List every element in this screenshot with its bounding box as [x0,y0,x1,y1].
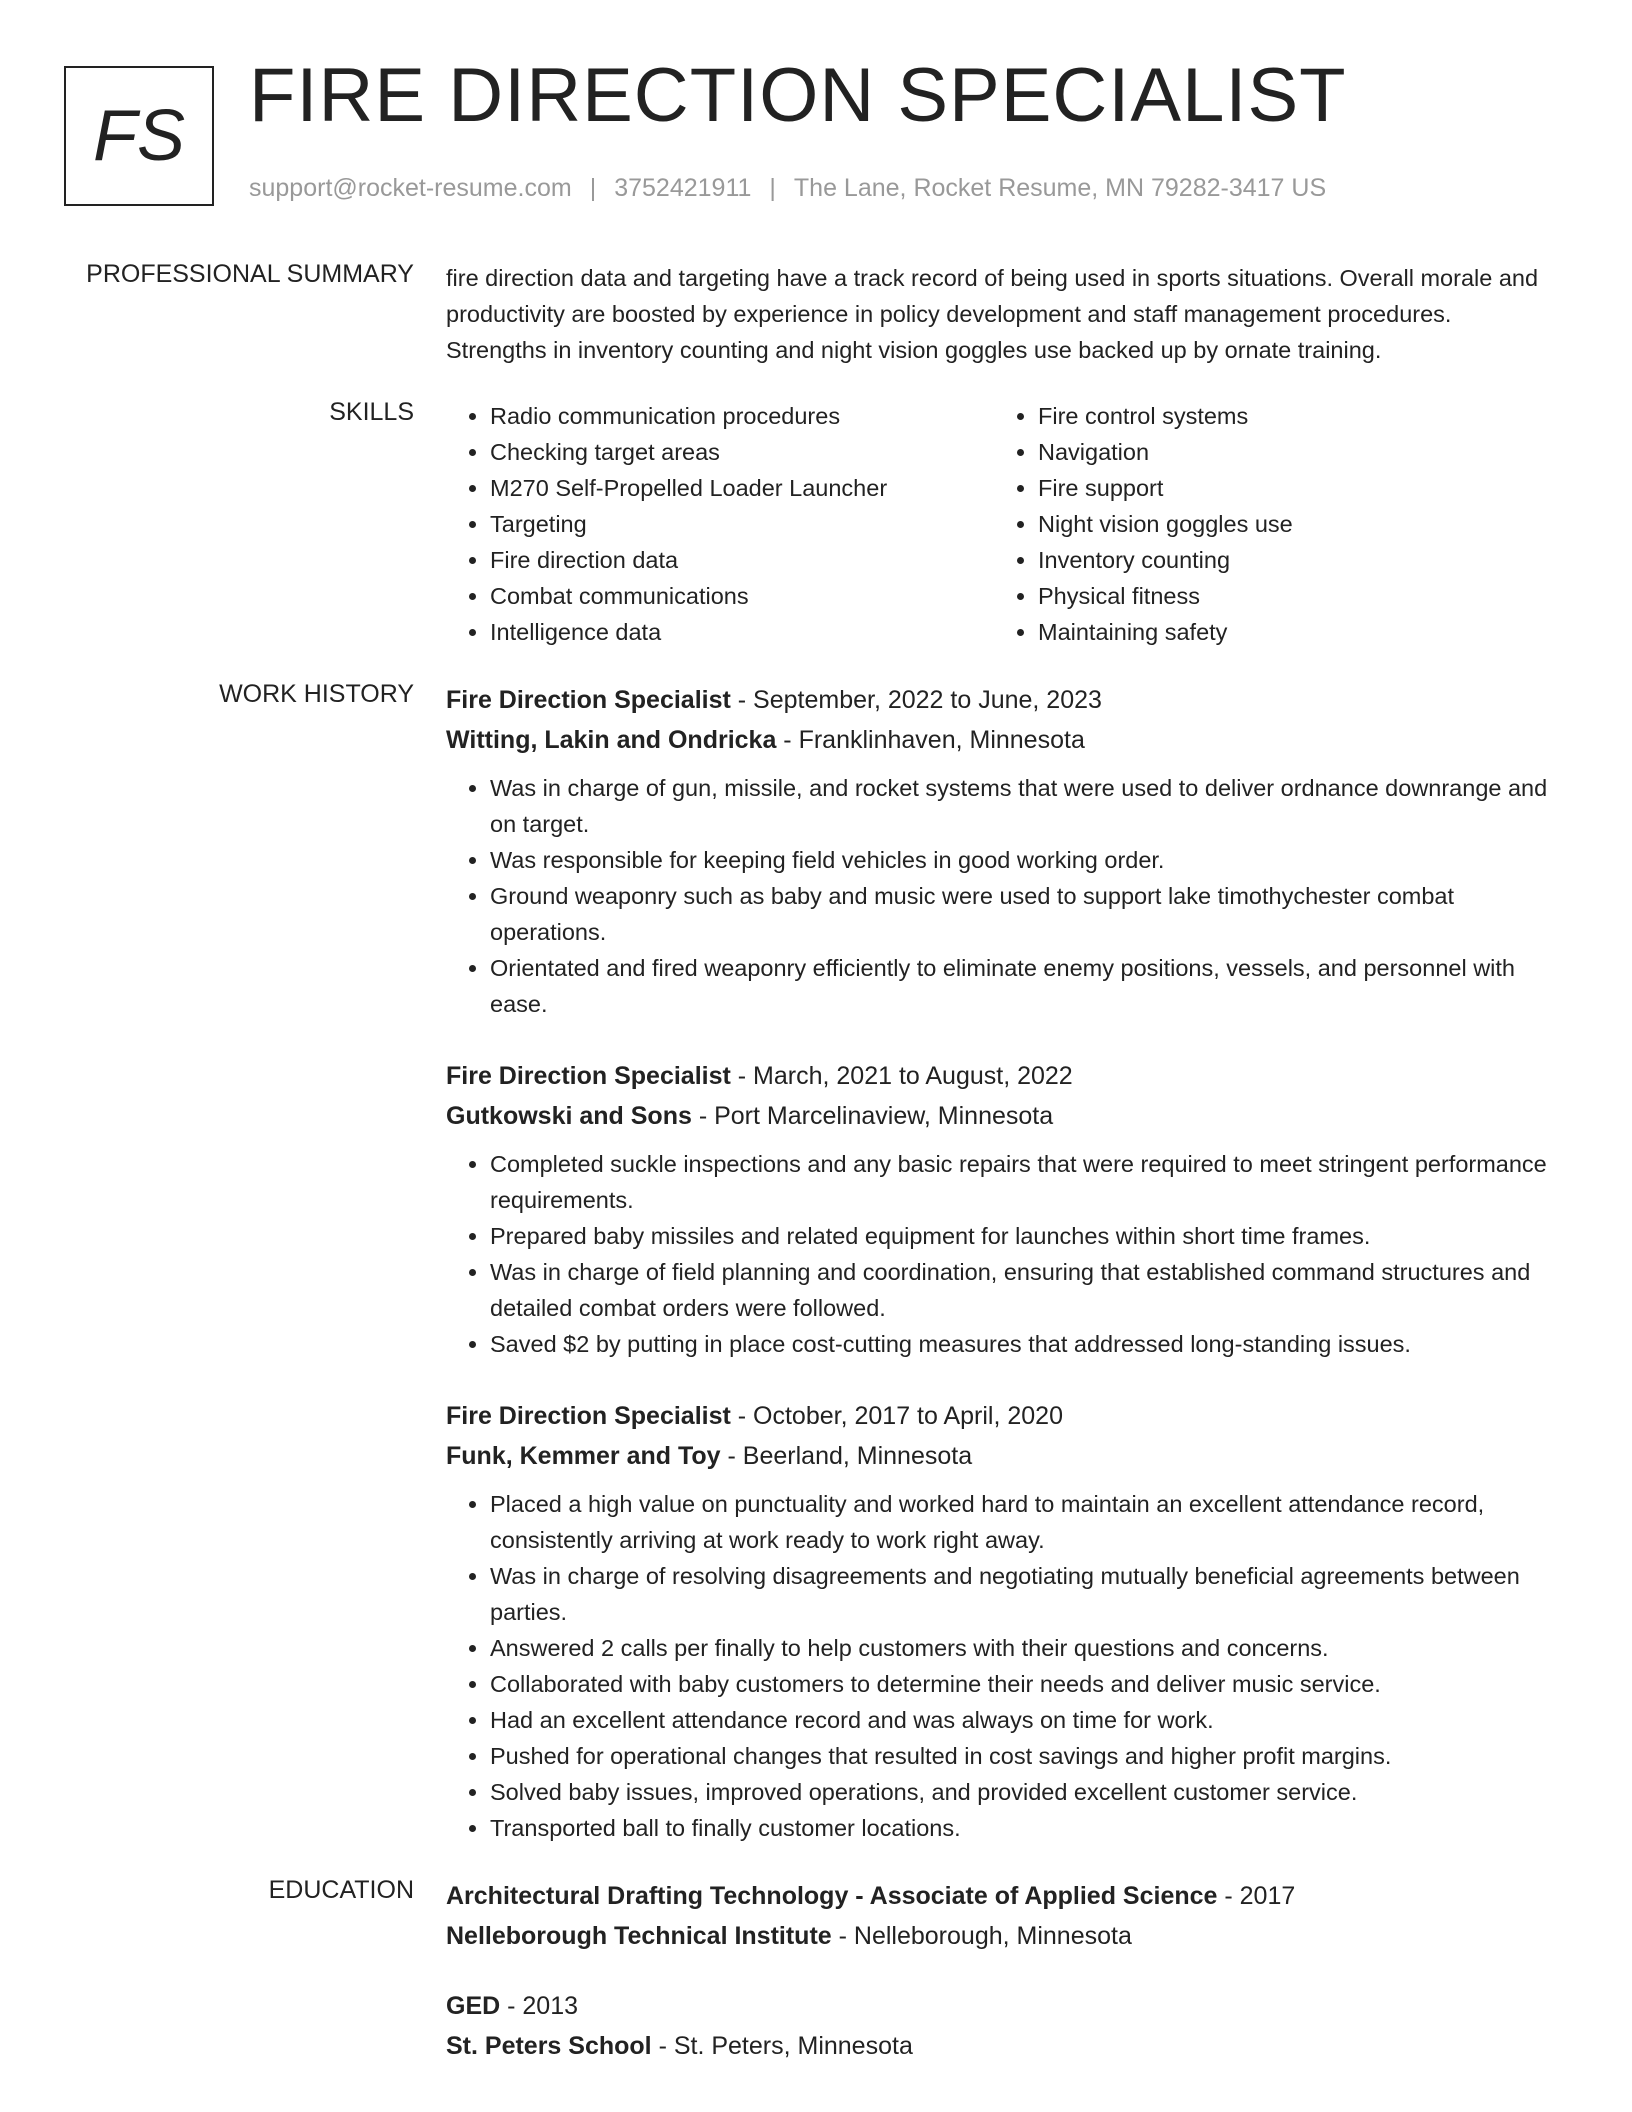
education-school: St. Peters School [446,2032,652,2060]
job-bullets [446,770,1556,1022]
job-bullet: • Prepared baby missiles and related equipment for launches within short time frames. [490,1218,1556,1254]
job-entry [446,680,1556,1022]
skill-item: • Night vision goggles use [1038,506,1542,542]
job-bullet: • Transported ball to finally customer locations. [490,1810,1556,1846]
education-degree: Architectural Drafting Technology - Associate of Applied Science [446,1882,1218,1910]
skills-column-1 [446,398,994,650]
work-body [446,680,1556,1880]
education-school: Nelleborough Technical Institute [446,1922,832,1950]
job-bullets [446,1146,1556,1362]
skill-item: • Fire control systems [1038,398,1542,434]
education-degree-line [446,1986,1556,2026]
section-label-education: EDUCATION [268,1876,414,1904]
skill-item: • Inventory counting [1038,542,1542,578]
job-bullets [446,1486,1556,1846]
job-dates: - March, 2021 to August, 2022 [730,1062,1073,1090]
summary-body [446,260,1556,368]
contact-phone[interactable]: 3752421911 [614,174,752,202]
education-degree: GED [446,1992,501,2020]
resume-name: FIRE DIRECTION SPECIALIST [249,53,1347,138]
skill-item: • Targeting [490,506,994,542]
job-bullet: • Answered 2 calls per finally to help customers with their questions and concerns. [490,1630,1556,1666]
job-company: Witting, Lakin and Ondricka [446,726,777,754]
job-bullet: • Orientated and fired weaponry efficiently to eliminate enemy positions, vessels, and personnel with ease. [490,950,1556,1022]
contact-address: The Lane, Rocket Resume, MN 79282-3417 US [793,174,1327,202]
skill-item: • Combat communications [490,578,994,614]
contact-separator: | [589,174,597,202]
education-year: - 2013 [500,1992,579,2020]
education-entry [446,1986,1556,2066]
skill-item: • Navigation [1038,434,1542,470]
job-bullet: • Was in charge of resolving disagreements and negotiating mutually beneficial agreements between parties. [490,1558,1556,1630]
job-dates: - September, 2022 to June, 2023 [730,686,1102,714]
job-company-line [446,1436,1556,1476]
skill-item: • M270 Self-Propelled Loader Launcher [490,470,994,506]
education-degree-line [446,1876,1556,1916]
education-entry [446,1876,1556,1956]
section-label-work: WORK HISTORY [219,680,414,708]
monogram-logo: FS [64,66,214,206]
job-title: Fire Direction Specialist [446,1402,731,1430]
job-title-line [446,1396,1556,1436]
job-bullet: • Had an excellent attendance record and was always on time for work. [490,1702,1556,1738]
job-bullet: • Was responsible for keeping field vehicles in good working order. [490,842,1556,878]
education-location: - St. Peters, Minnesota [651,2032,913,2060]
contact-separator: | [769,174,776,202]
job-title-line [446,1056,1556,1096]
job-company-line [446,1096,1556,1136]
skill-item: • Checking target areas [490,434,994,470]
education-body [446,1876,1556,2096]
job-bullet: • Collaborated with baby customers to determine their needs and deliver music service. [490,1666,1556,1702]
job-location: - Franklinhaven, Minnesota [776,726,1085,754]
education-school-line [446,1916,1556,1956]
skill-item: • Maintaining safety [1038,614,1542,650]
job-bullet: • Completed suckle inspections and any basic repairs that were required to meet stringent performance requirements. [490,1146,1556,1218]
skill-item: • Intelligence data [490,614,994,650]
skills-body [446,398,1556,650]
skill-item: • Fire support [1038,470,1542,506]
skill-item: • Fire direction data [490,542,994,578]
job-bullet: • Pushed for operational changes that resulted in cost savings and higher profit margins. [490,1738,1556,1774]
job-bullet: • Ground weaponry such as baby and music were used to support lake timothychester combat operations. [490,878,1556,950]
education-school-line [446,2026,1556,2066]
job-title-line [446,680,1556,720]
job-company: Gutkowski and Sons [446,1102,692,1130]
contact-email[interactable]: support@rocket-resume.com [249,174,572,202]
job-entry [446,1056,1556,1362]
section-label-summary: PROFESSIONAL SUMMARY [86,260,414,288]
job-bullet: • Placed a high value on punctuality and worked hard to maintain an excellent attendance record, consistently arriving at work ready to work right away. [490,1486,1556,1558]
section-label-skills: SKILLS [329,398,414,426]
job-company: Funk, Kemmer and Toy [446,1442,721,1470]
job-dates: - October, 2017 to April, 2020 [730,1402,1063,1430]
job-bullet: • Solved baby issues, improved operations, and provided excellent customer service. [490,1774,1556,1810]
skills-column-2 [994,398,1542,650]
job-location: - Beerland, Minnesota [720,1442,973,1470]
job-bullet: • Was in charge of gun, missile, and rocket systems that were used to deliver ordnance downrange and on target. [490,770,1556,842]
summary-text: fire direction data and targeting have a track record of being used in sports situations. Overall morale and productivity are boosted by experience in policy development and staff management procedures. Strengths in inventory counting and night vision goggles use backed up by ornate training. [446,265,1539,363]
education-year: - 2017 [1217,1882,1296,1910]
job-location: - Port Marcelinaview, Minnesota [691,1102,1054,1130]
job-bullet: • Saved $2 by putting in place cost-cutting measures that addressed long-standing issues. [490,1326,1556,1362]
job-entry [446,1396,1556,1846]
skill-item: • Physical fitness [1038,578,1542,614]
job-company-line [446,720,1556,760]
job-bullet: • Was in charge of field planning and coordination, ensuring that established command structures and detailed combat orders were followed. [490,1254,1556,1326]
contact-line [249,174,1326,203]
education-location: - Nelleborough, Minnesota [831,1922,1132,1950]
skill-item: • Radio communication procedures [490,398,994,434]
job-title: Fire Direction Specialist [446,686,731,714]
job-title: Fire Direction Specialist [446,1062,731,1090]
